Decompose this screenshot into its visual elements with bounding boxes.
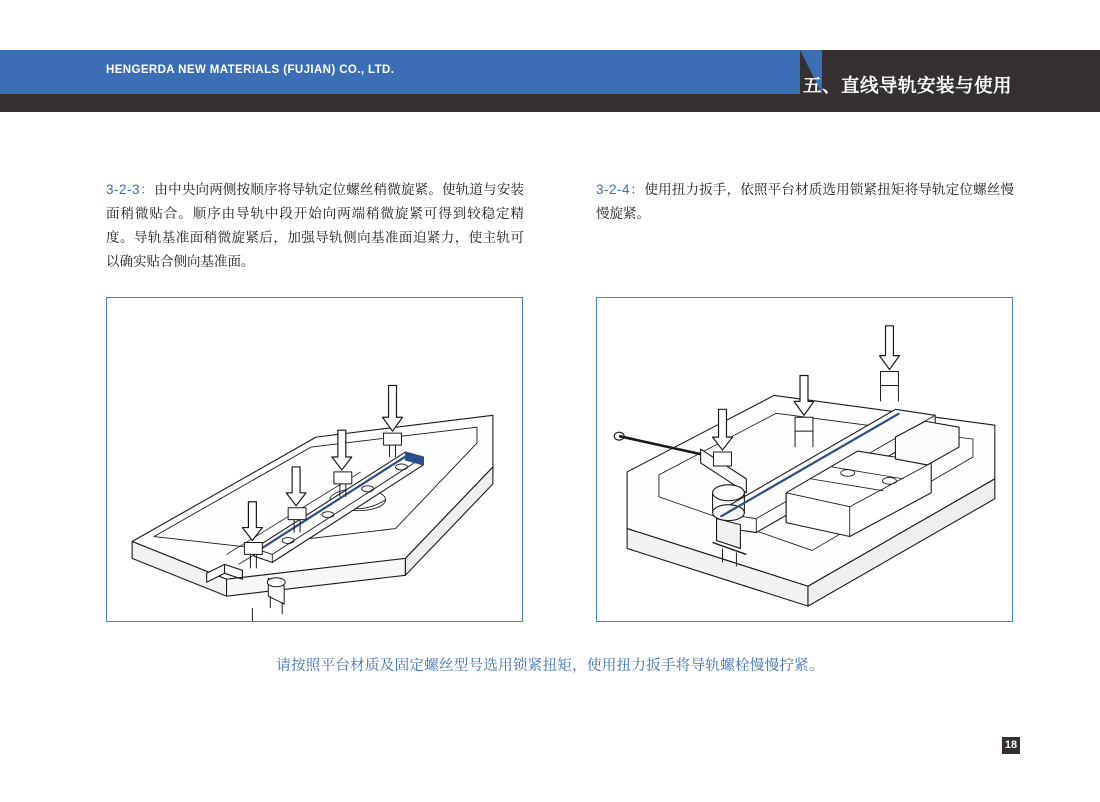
paragraph-text-3-2-4: 使用扭力扳手，依照平台材质选用锁紧扭矩将导轨定位螺丝慢慢旋紧。 [596,181,1015,221]
text-block-right [596,164,1014,239]
paragraph-label-3-2-3: 3-2-3： [106,181,155,197]
company-name: HENGERDA NEW MATERIALS (FUJIAN) CO., LTD. [106,64,395,76]
section-title: 五、直线导轨安装与使用 [802,75,1012,96]
figure-left-illustration [107,298,522,621]
text-block-left [106,164,524,287]
paragraph-text-3-2-3: 由中央向两侧按顺序将导轨定位螺丝稍微旋紧。使轨道与安装面稍微贴合。顺序由导轨中段开始向两端稍微旋紧可得到较稳定精度。导轨基准面稍微旋紧后，加强导轨侧向基准面迫紧力，使主轨可以确实贴合侧向基准面。 [106,181,525,269]
paragraph-3-2-3 [106,178,524,274]
figure-left [106,297,523,622]
paragraph-label-3-2-4: 3-2-4： [596,181,645,197]
page-number: 18 [1002,737,1020,754]
paragraph-3-2-4 [596,178,1014,226]
figure-right [596,297,1013,622]
figure-caption: 请按照平台材质及固定螺丝型号选用锁紧扭矩，使用扭力扳手将导轨螺栓慢慢拧紧。 [276,658,824,674]
page-header [0,50,1100,112]
figure-right-illustration [597,298,1012,621]
